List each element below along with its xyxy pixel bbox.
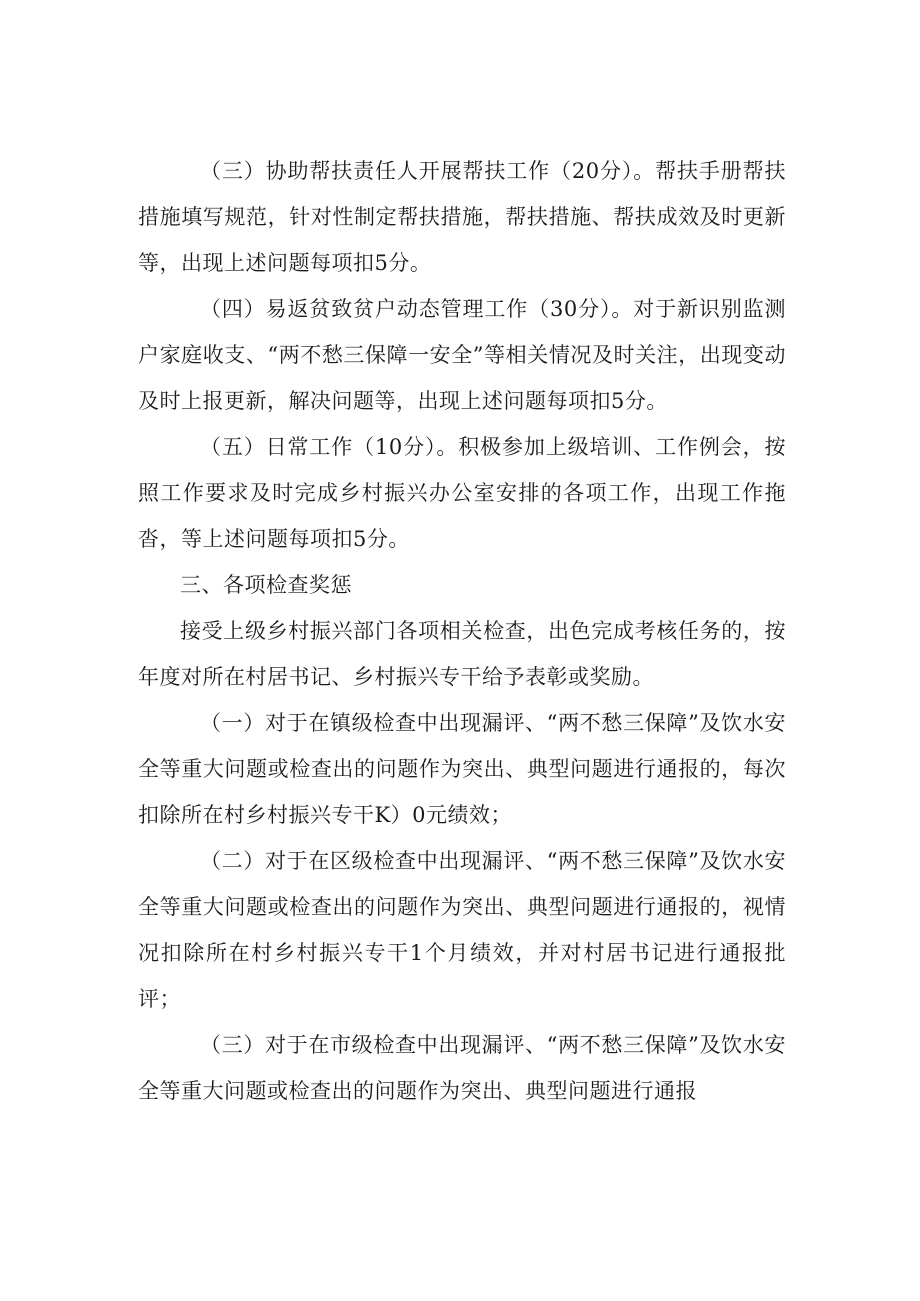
paragraph-city-level: （三）对于在市级检查中出现漏评、“两不愁三保障”及饮水安全等重大问题或检查出的问题作为突出、典型问题进行通报 xyxy=(138,1033,786,1103)
document-body xyxy=(138,148,786,1114)
paragraph-inspection-intro: 接受上级乡村振兴部门各项相关检查，出色完成考核任务的，按年度对所在村居书记、乡村振兴专干给予表彰或奖励。 xyxy=(138,619,786,689)
paragraph-district-level: （二）对于在区级检查中出现漏评、“两不愁三保障”及饮水安全等重大问题或检查出的问题作为突出、典型问题进行通报的，视情况扣除所在村乡村振兴专干1个月绩效，并对村居书记进行通报批评； xyxy=(138,849,786,1011)
paragraph-town-level: （一）对于在镇级检查中出现漏评、“两不愁三保障”及饮水安全等重大问题或检查出的问题作为突出、典型问题进行通报的，每次扣除所在村乡村振兴专干K）0元绩效； xyxy=(138,711,786,827)
paragraph-assist-work: （三）协助帮扶责任人开展帮扶工作（20分）。帮扶手册帮扶措施填写规范，针对性制定帮扶措施，帮扶措施、帮扶成效及时更新等，出现上述问题每项扣5分。 xyxy=(138,159,786,275)
paragraph-dynamic-management: （四）易返贫致贫户动态管理工作（30分）。对于新识别监测户家庭收支、“两不愁三保障一安全”等相关情况及时关注，出现变动及时上报更新，解决问题等，出现上述问题每项扣5分。 xyxy=(138,297,786,413)
section-heading-inspection: 三、各项检查奖惩 xyxy=(180,573,352,597)
paragraph-daily-work: （五）日常工作（10分）。积极参加上级培训、工作例会，按照工作要求及时完成乡村振兴办公室安排的各项工作，出现工作拖沓，等上述问题每项扣5分。 xyxy=(138,435,786,551)
